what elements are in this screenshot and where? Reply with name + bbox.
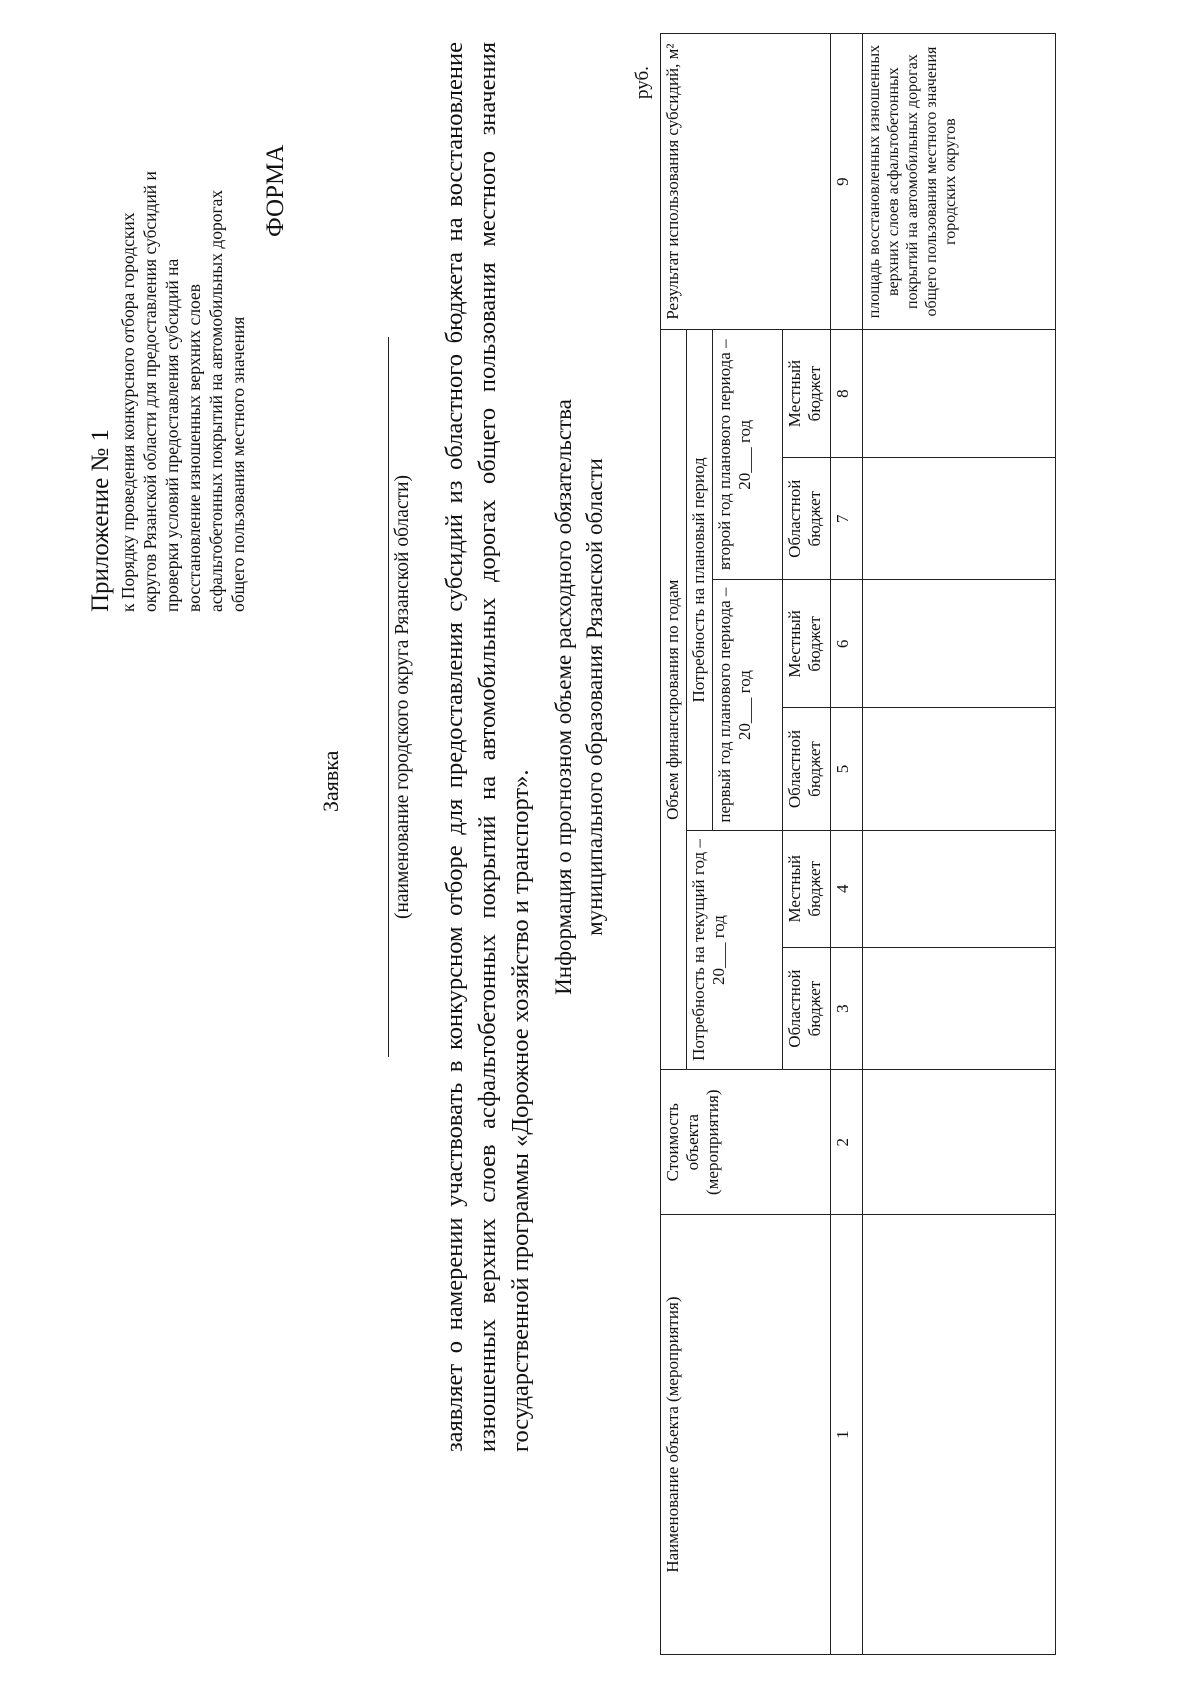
first-year-local-cell	[863, 580, 1056, 708]
current-local-cell	[863, 830, 1056, 947]
header-row	[661, 34, 687, 1655]
column-number: 7	[831, 457, 863, 579]
form-label: ФОРМА	[262, 144, 289, 237]
header-local-budget: Местный бюджет	[783, 330, 831, 458]
header-current-year: Потребность на текущий год – 20___ год	[687, 830, 783, 1070]
header-result: Результат использования субсидий, м²	[661, 34, 831, 330]
header-regional-budget: Областной бюджет	[783, 457, 831, 579]
currency-unit: руб.	[632, 66, 653, 99]
header-financing: Объем финансирования по годам	[661, 330, 687, 1070]
financing-table	[660, 33, 1056, 1655]
name-caption: (наименование городского округа Рязанской области)	[392, 474, 413, 920]
annex-title: Приложение № 1	[87, 428, 114, 612]
current-regional-cell	[863, 947, 1056, 1069]
header-local-budget: Местный бюджет	[783, 580, 831, 708]
annex-line: к Порядку проведения конкурсного отбора городских	[118, 212, 138, 612]
statement-paragraph	[438, 42, 537, 1452]
result-description: площадь восстановленных изношенных верхних слоев асфальтобетонных покрытий на автомобильных дорогах общего пользования местного значения городских округов	[863, 34, 1056, 330]
header-regional-budget: Областной бюджет	[783, 947, 831, 1069]
annex-line: проверки условий предоставления субсидий на	[162, 258, 182, 612]
info-title-line: муниципального образования Рязанской области	[582, 458, 607, 936]
column-number: 4	[831, 830, 863, 947]
column-number: 1	[831, 1215, 863, 1655]
second-year-regional-cell	[863, 457, 1056, 579]
header-object: Наименование объекта (мероприятия)	[661, 1215, 831, 1655]
table-row	[863, 34, 1056, 1655]
request-title: Заявка	[318, 750, 343, 812]
statement-line: изношенных верхних слоев асфальтобетонных покрытий на автомобильных дорогах общего пользования местного значения	[474, 42, 501, 1452]
header-cost: Стоимость объекта (мероприятия)	[661, 1070, 831, 1215]
statement-line: заявляет о намерении участвовать в конкурсном отборе для предоставления субсидий из областного бюджета на восстановление	[441, 42, 468, 1452]
header-planned-period: Потребность на плановый период	[687, 330, 713, 831]
cost-cell	[863, 1070, 1056, 1215]
first-year-regional-cell	[863, 708, 1056, 830]
annex-text	[117, 52, 249, 612]
annex-line: восстановление изношенных верхних слоев	[184, 283, 204, 612]
header-regional-budget: Областной бюджет	[783, 708, 831, 830]
header-first-year: первый год планового периода – 20___ год	[713, 580, 783, 830]
header-local-budget: Местный бюджет	[783, 830, 831, 947]
column-number-row	[831, 34, 863, 1655]
column-number: 2	[831, 1070, 863, 1215]
annex-line: общего пользования местного значения	[228, 316, 248, 612]
column-number: 9	[831, 34, 863, 330]
statement-line: государственной программы «Дорожное хозяйство и транспорт».	[507, 769, 534, 1452]
column-number: 8	[831, 330, 863, 458]
annex-line: асфальтобетонных покрытий на автомобильных дорогах	[206, 189, 226, 612]
annex-line: округов Рязанской области для предоставления субсидий и	[140, 171, 160, 612]
column-number: 6	[831, 580, 863, 708]
info-title-line: Информация о прогнозном объеме расходного обязательства	[551, 399, 576, 995]
header-second-year: второй год планового периода – 20___ год	[713, 330, 783, 580]
column-number: 3	[831, 947, 863, 1069]
name-underline	[388, 337, 389, 1057]
second-year-local-cell	[863, 330, 1056, 458]
object-cell	[863, 1215, 1056, 1655]
info-title	[548, 197, 610, 1197]
column-number: 5	[831, 708, 863, 830]
